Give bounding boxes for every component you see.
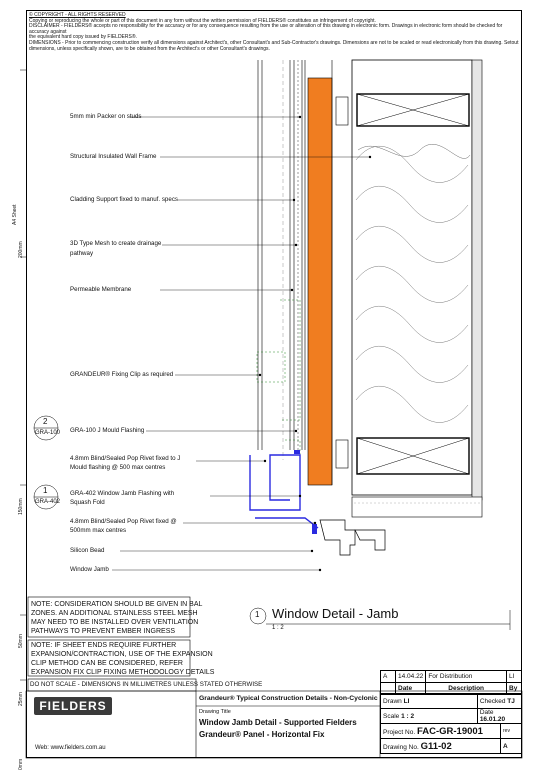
callout-2-number: 2 — [43, 417, 48, 426]
bal-note — [31, 600, 202, 636]
expansion-note — [31, 641, 214, 677]
detail-title: Window Detail - Jamb — [272, 606, 399, 621]
detail-scale: 1 : 2 — [272, 625, 284, 631]
checked-value: TJ — [507, 697, 515, 705]
callout-1-ref: GRA-402 — [35, 499, 61, 505]
label-window-jamb: Window Jamb — [70, 566, 109, 573]
rev-header-desc: Description — [426, 683, 507, 695]
do-not-scale: DO NOT SCALE - DIMENSIONS IN MILLIMETRES UNLESS STATED OTHERWISE — [30, 681, 263, 688]
rev-header-by: By — [507, 683, 522, 695]
callout-2-ref: GRA-100 — [35, 430, 61, 436]
rev-date: 14.04.22 — [396, 671, 426, 683]
title-fields — [380, 693, 522, 754]
rev-desc: For Distribution — [426, 671, 507, 683]
label-packer: 5mm min Packer on studs — [70, 113, 142, 120]
timber-stud — [308, 78, 332, 485]
label-silicon: Silicon Bead — [70, 547, 105, 554]
copyright-text: Copying or reproducing the whole or part of this document in any form without the written permission of FIELDERS® constitutes an infringement of copyright. — [29, 17, 376, 24]
project-no: FAC-GR-19001 — [416, 725, 483, 737]
label-sip: Structural Insulated Wall Frame — [70, 153, 157, 160]
ruler-200: 200mm — [18, 241, 24, 258]
date-value: 16.01.20 — [479, 716, 506, 723]
ruler-sheet-label: A4 Sheet — [12, 204, 18, 225]
label-rivet1: 4.8mm Blind/Sealed Pop Rivet fixed to J — [70, 455, 181, 462]
note-line: NOTE: CONSIDERATION SHOULD BE GIVEN IN BAL — [31, 601, 203, 608]
project-label: Project No. — [383, 728, 416, 736]
note-line: PATHWAYS TO PREVENT EMBER INGRESS — [31, 628, 176, 635]
label-jamb-flashing-2: Squash Fold — [70, 499, 105, 506]
checked-label: Checked — [479, 697, 506, 705]
website: Web: www.fielders.com.au — [35, 745, 106, 751]
note-line: ZONES. AN ADDITIONAL STAINLESS STEEL MESH — [31, 610, 198, 617]
disclaimer-text: DISCLAIMER - FIELDERS® accepts no responsibility for the accuracy or for any consequence resulting from the use or alteration of this drawing in electronic form. Drawings in electronic form should be checked for accuracy against — [29, 23, 503, 35]
label-clip: GRANDEUR® Fixing Clip as required — [70, 371, 174, 378]
note-line: NOTE: IF SHEET ENDS REQUIRE FURTHER — [31, 642, 177, 649]
label-mesh-2: pathway — [70, 250, 94, 257]
revision-table — [380, 670, 522, 695]
scale-label: Scale — [383, 712, 400, 720]
ruler-150: 150mm — [18, 498, 24, 515]
dimensions-text: DIMENSIONS - Prior to commencing construction verify all dimensions against Architect's, other Consultant's and Sub-Contractor's drawings. Dimensions are not to be scaled or read electronically from this drawing. Setout — [29, 39, 519, 46]
dimensions-text-2: dimensions, unless specifically shown, are to be obtained from the Architect's or other Consultant's drawings. — [29, 45, 270, 52]
rev-by: LI — [507, 671, 522, 683]
date-label: Date — [479, 709, 494, 716]
label-jamb-flashing: GRA-402 Window Jamb Flashing with — [70, 490, 175, 497]
drawing-title-1: Window Jamb Detail - Supported Fielders — [199, 718, 357, 727]
note-line: EXPANSION FIX CLIP FIXING METHODOLOGY DETAILS — [31, 669, 215, 676]
label-mesh: 3D Type Mesh to create drainage — [70, 240, 162, 247]
label-rivet2-2: 500mm max centres — [70, 527, 127, 534]
ruler-50: 50mm — [18, 634, 24, 648]
project-title: Grandeur® Typical Construction Details - Non-Cyclonic — [199, 695, 378, 702]
note-line: MAY NEED TO BE INSTALLED OVER VENTILATION — [31, 619, 199, 626]
label-cladding: Cladding Support fixed to manuf. specs — [70, 196, 179, 203]
disclaimer-text-2: the equivalent hard copy issued by FIELDERS®. — [29, 34, 137, 41]
drawn-value: LI — [403, 697, 410, 705]
detail-number: 1 — [255, 610, 260, 619]
label-rivet2: 4.8mm Blind/Sealed Pop Rivet fixed @ — [70, 518, 177, 525]
drawing-no: G11-02 — [420, 740, 452, 752]
rev-letter: A — [381, 671, 396, 683]
label-rivet1-2: Mould flashing @ 500 max centres — [70, 464, 166, 471]
copyright-line: © COPYRIGHT - ALL RIGHTS RESERVED — [29, 12, 126, 18]
ruler-25: 25mm — [18, 692, 24, 706]
rev-header-date: Date — [396, 683, 426, 695]
callout-1-number: 1 — [43, 486, 48, 495]
drawing-title-label: Drawing Title — [199, 709, 231, 715]
fielders-logo: FIELDERS — [34, 697, 112, 715]
drawing-label: Drawing No. — [383, 743, 419, 751]
note-line: EXPANSION/CONTRACTION, USE OF THE EXPANSION — [31, 651, 213, 658]
label-jmould: GRA-100 J Mould Flashing — [70, 427, 145, 434]
rev-label: rev — [501, 724, 522, 739]
drawing-title-2: Grandeur® Panel - Horizontal Fix — [199, 730, 325, 739]
scale-value: 1 : 2 — [401, 712, 415, 720]
rev-value: A — [501, 739, 522, 754]
drawn-label: Drawn — [383, 697, 402, 705]
ruler-0: 0mm — [18, 758, 24, 770]
note-line: CLIP METHOD CAN BE CONSIDERED, REFER — [31, 660, 183, 667]
label-membrane: Permeable Membrane — [70, 286, 132, 293]
